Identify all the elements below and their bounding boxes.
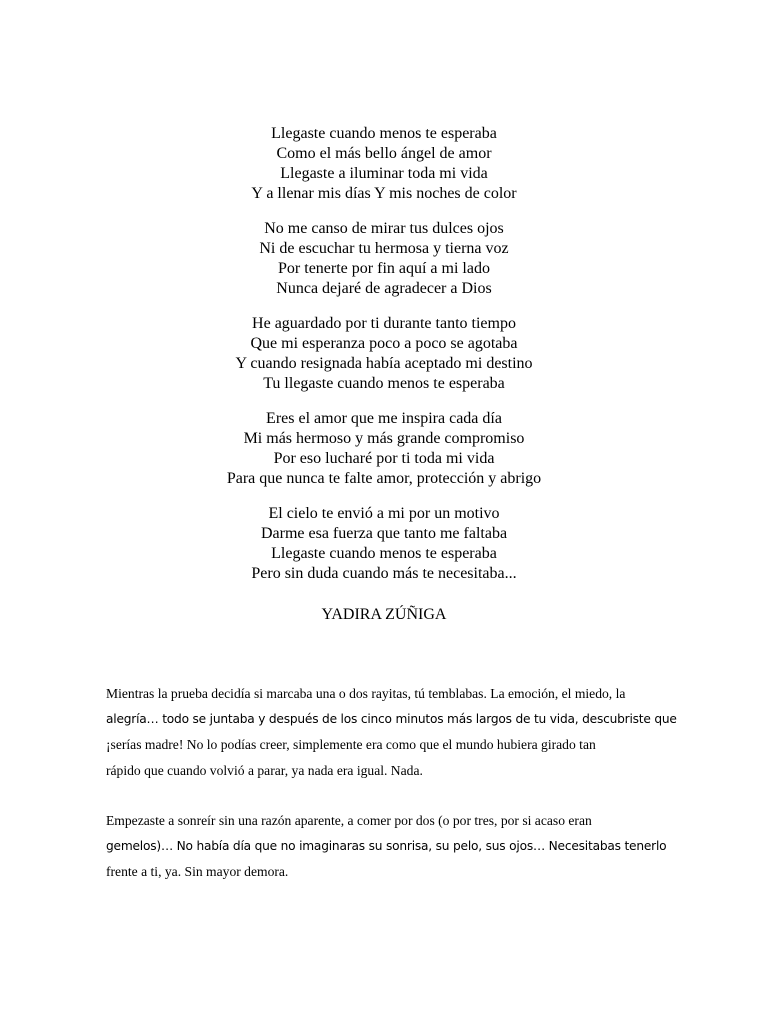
poem-line: No me canso de mirar tus dulces ojos [264,220,504,237]
prose-line: gemelos)… No había día que no imaginaras su sonrisa, su pelo, sus ojos… Necesitabas tenerlo [106,838,667,853]
poem-stanza [0,219,768,299]
poem-line: Tu llegaste cuando menos te esperaba [263,375,505,392]
prose-paragraph [106,681,677,783]
prose-line: ¡serías madre! No lo podías creer, simplemente era como que el mundo hubiera girado tan [106,737,596,752]
poem-line: Mi más hermoso y más grande compromiso [243,430,525,447]
prose-line: Empezaste a sonreír sin una razón aparente, a comer por dos (o por tres, por si acaso eran [106,813,592,828]
poem-line: Y a llenar mis días Y mis noches de color [251,185,517,202]
prose-line: Mientras la prueba decidía si marcaba una o dos rayitas, tú temblabas. La emoción, el miedo, la [106,686,626,701]
poem-author: YADIRA ZÚÑIGA [321,606,447,623]
prose-section [106,681,677,910]
poem-line: Llegaste cuando menos te esperaba [271,125,497,142]
poem-stanza [0,504,768,584]
poem-line: Para que nunca te falte amor, protección y abrigo [226,470,542,487]
prose-paragraph [106,808,671,885]
poem-line: Ni de escuchar tu hermosa y tierna voz [259,240,509,257]
poem-line: Eres el amor que me inspira cada día [266,410,502,427]
prose-line: alegría… todo se juntaba y después de los cinco minutos más largos de tu vida, descubriste que [106,711,677,726]
poem-line: Por tenerte por fin aquí a mi lado [278,260,490,277]
poem-line: Nunca dejaré de agradecer a Dios [276,280,492,297]
poem-line: Darme esa fuerza que tanto me faltaba [260,525,508,542]
poem-line: El cielo te envió a mi por un motivo [268,505,500,522]
poem-line: He aguardado por ti durante tanto tiempo [252,315,516,332]
poem-line: Que mi esperanza poco a poco se agotaba [250,335,518,352]
poem-line: Pero sin duda cuando más te necesitaba... [251,565,517,582]
poem-line: Por eso lucharé por ti toda mi vida [273,450,495,467]
poem-stanza [0,314,768,394]
poem-line: Llegaste a iluminar toda mi vida [280,165,488,182]
poem-line: Como el más bello ángel de amor [276,145,492,162]
poem [0,124,768,625]
poem-stanza [0,124,768,204]
poem-stanza [0,409,768,489]
poem-line: Y cuando resignada había aceptado mi destino [235,355,533,372]
prose-line: rápido que cuando volvió a parar, ya nada era igual. Nada. [106,762,423,778]
poem-line: Llegaste cuando menos te esperaba [271,545,497,562]
prose-line: frente a ti, ya. Sin mayor demora. [106,864,289,879]
